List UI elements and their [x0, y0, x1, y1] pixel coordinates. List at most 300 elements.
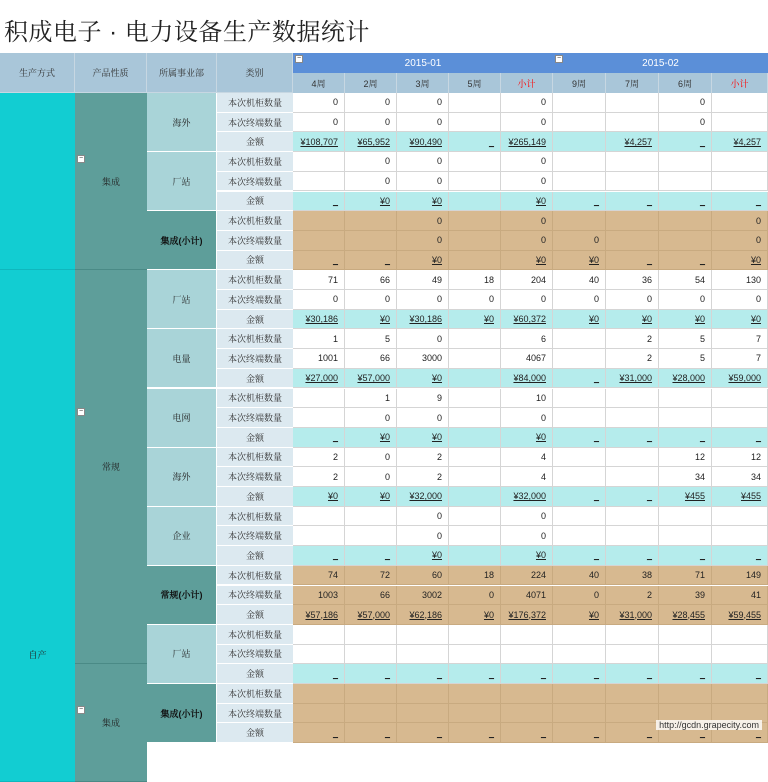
- table-cell[interactable]: [606, 251, 659, 271]
- table-cell[interactable]: [345, 625, 397, 645]
- table-cell[interactable]: [345, 645, 397, 665]
- table-cell[interactable]: 2: [293, 448, 345, 468]
- table-cell[interactable]: [712, 487, 768, 507]
- table-cell[interactable]: [501, 132, 553, 152]
- table-cell[interactable]: [449, 192, 501, 212]
- amount-link[interactable]: ¥0: [432, 196, 442, 206]
- amount-link[interactable]: ¥0: [536, 432, 546, 442]
- table-cell[interactable]: [293, 664, 345, 684]
- table-cell[interactable]: [712, 605, 768, 625]
- table-cell[interactable]: [449, 664, 501, 684]
- table-cell[interactable]: [659, 546, 712, 566]
- table-cell[interactable]: [659, 369, 712, 389]
- table-cell[interactable]: [501, 723, 553, 743]
- table-cell[interactable]: [553, 684, 606, 704]
- amount-link[interactable]: _: [700, 550, 705, 560]
- table-cell[interactable]: [606, 231, 659, 251]
- amount-link[interactable]: ¥28,455: [672, 610, 705, 620]
- amount-link[interactable]: ¥0: [484, 610, 494, 620]
- amount-link[interactable]: ¥0: [432, 373, 442, 383]
- table-cell[interactable]: 0: [397, 113, 449, 133]
- table-cell[interactable]: 0: [501, 172, 553, 192]
- table-cell[interactable]: [345, 369, 397, 389]
- table-cell[interactable]: [345, 526, 397, 546]
- table-cell[interactable]: [501, 428, 553, 448]
- table-cell[interactable]: [501, 251, 553, 271]
- table-cell[interactable]: 6: [501, 329, 553, 349]
- table-cell[interactable]: 12: [659, 448, 712, 468]
- table-cell[interactable]: [501, 546, 553, 566]
- table-cell[interactable]: [606, 684, 659, 704]
- amount-link[interactable]: ¥57,186: [305, 610, 338, 620]
- amount-link[interactable]: ¥0: [642, 314, 652, 324]
- week-header[interactable]: 2周: [345, 73, 397, 93]
- table-cell[interactable]: 36: [606, 270, 659, 290]
- table-cell[interactable]: 3000: [397, 349, 449, 369]
- table-cell[interactable]: [659, 132, 712, 152]
- amount-link[interactable]: ¥265,149: [508, 137, 546, 147]
- table-cell[interactable]: [345, 684, 397, 704]
- amount-link[interactable]: ¥62,186: [409, 610, 442, 620]
- table-cell[interactable]: [449, 684, 501, 704]
- table-cell[interactable]: [449, 113, 501, 133]
- table-cell[interactable]: [712, 369, 768, 389]
- amount-link[interactable]: ¥0: [536, 550, 546, 560]
- amount-link[interactable]: ¥30,186: [409, 314, 442, 324]
- table-cell[interactable]: [553, 93, 606, 113]
- table-cell[interactable]: 0: [449, 586, 501, 606]
- table-cell[interactable]: [449, 625, 501, 645]
- table-cell[interactable]: [449, 231, 501, 251]
- table-cell[interactable]: [345, 192, 397, 212]
- amount-link[interactable]: ¥59,000: [728, 373, 761, 383]
- table-cell[interactable]: [606, 507, 659, 527]
- table-cell[interactable]: [397, 625, 449, 645]
- amount-link[interactable]: ¥455: [685, 491, 705, 501]
- table-cell[interactable]: 1: [293, 329, 345, 349]
- amount-link[interactable]: ¥108,707: [300, 137, 338, 147]
- table-cell[interactable]: [553, 113, 606, 133]
- month-header[interactable]: 2015-01: [293, 53, 553, 73]
- table-cell[interactable]: [606, 526, 659, 546]
- amount-link[interactable]: _: [437, 669, 442, 679]
- amount-link[interactable]: _: [647, 196, 652, 206]
- amount-link[interactable]: _: [756, 669, 761, 679]
- table-cell[interactable]: [659, 507, 712, 527]
- amount-link[interactable]: _: [594, 432, 599, 442]
- table-cell[interactable]: 0: [293, 290, 345, 310]
- table-cell[interactable]: [293, 625, 345, 645]
- table-cell[interactable]: [397, 546, 449, 566]
- table-cell[interactable]: 40: [553, 566, 606, 586]
- table-cell[interactable]: [501, 704, 553, 724]
- table-cell[interactable]: [397, 132, 449, 152]
- table-cell[interactable]: [553, 645, 606, 665]
- amount-link[interactable]: _: [541, 728, 546, 738]
- amount-link[interactable]: _: [333, 432, 338, 442]
- table-cell[interactable]: [712, 526, 768, 546]
- table-cell[interactable]: [293, 704, 345, 724]
- table-cell[interactable]: 49: [397, 270, 449, 290]
- table-cell[interactable]: 0: [501, 152, 553, 172]
- table-cell[interactable]: [501, 684, 553, 704]
- table-cell[interactable]: 0: [501, 408, 553, 428]
- table-cell[interactable]: [449, 349, 501, 369]
- table-cell[interactable]: 1003: [293, 586, 345, 606]
- table-cell[interactable]: 224: [501, 566, 553, 586]
- table-cell[interactable]: [449, 448, 501, 468]
- table-cell[interactable]: [345, 723, 397, 743]
- amount-link[interactable]: _: [333, 728, 338, 738]
- table-cell[interactable]: [659, 625, 712, 645]
- table-cell[interactable]: [712, 546, 768, 566]
- amount-link[interactable]: _: [647, 255, 652, 265]
- amount-link[interactable]: ¥57,000: [357, 373, 390, 383]
- amount-link[interactable]: ¥28,000: [672, 373, 705, 383]
- table-cell[interactable]: [606, 113, 659, 133]
- table-cell[interactable]: [293, 684, 345, 704]
- table-cell[interactable]: 5: [345, 329, 397, 349]
- amount-link[interactable]: ¥31,000: [619, 373, 652, 383]
- table-cell[interactable]: 0: [659, 93, 712, 113]
- table-cell[interactable]: [606, 487, 659, 507]
- table-cell[interactable]: [293, 408, 345, 428]
- amount-link[interactable]: _: [489, 669, 494, 679]
- table-cell[interactable]: [606, 132, 659, 152]
- table-cell[interactable]: [449, 467, 501, 487]
- amount-link[interactable]: ¥31,000: [619, 610, 652, 620]
- amount-link[interactable]: ¥27,000: [305, 373, 338, 383]
- table-cell[interactable]: [293, 152, 345, 172]
- table-cell[interactable]: 0: [397, 526, 449, 546]
- amount-link[interactable]: _: [594, 373, 599, 383]
- table-cell[interactable]: [449, 704, 501, 724]
- table-cell[interactable]: [449, 645, 501, 665]
- table-cell[interactable]: [553, 369, 606, 389]
- table-cell[interactable]: [553, 211, 606, 231]
- table-cell[interactable]: [606, 93, 659, 113]
- amount-link[interactable]: _: [700, 137, 705, 147]
- amount-link[interactable]: _: [647, 432, 652, 442]
- table-cell[interactable]: [553, 349, 606, 369]
- table-cell[interactable]: [449, 172, 501, 192]
- table-cell[interactable]: 41: [712, 586, 768, 606]
- table-cell[interactable]: [606, 172, 659, 192]
- table-cell[interactable]: [553, 132, 606, 152]
- amount-link[interactable]: ¥0: [380, 314, 390, 324]
- table-cell[interactable]: [712, 625, 768, 645]
- table-cell[interactable]: 54: [659, 270, 712, 290]
- amount-link[interactable]: ¥0: [589, 610, 599, 620]
- amount-link[interactable]: _: [700, 432, 705, 442]
- table-cell[interactable]: [449, 329, 501, 349]
- amount-link[interactable]: ¥0: [432, 432, 442, 442]
- table-cell[interactable]: 9: [397, 389, 449, 409]
- table-cell[interactable]: 0: [397, 290, 449, 310]
- table-cell[interactable]: 0: [659, 113, 712, 133]
- week-header[interactable]: 小计: [501, 73, 553, 93]
- table-cell[interactable]: 1: [345, 389, 397, 409]
- table-cell[interactable]: [606, 664, 659, 684]
- table-cell[interactable]: [553, 448, 606, 468]
- table-cell[interactable]: [293, 389, 345, 409]
- table-cell[interactable]: [553, 428, 606, 448]
- amount-link[interactable]: _: [594, 728, 599, 738]
- table-cell[interactable]: [553, 625, 606, 645]
- table-cell[interactable]: 0: [712, 211, 768, 231]
- amount-link[interactable]: ¥176,372: [508, 610, 546, 620]
- table-cell[interactable]: [345, 546, 397, 566]
- table-cell[interactable]: [553, 408, 606, 428]
- table-cell[interactable]: 204: [501, 270, 553, 290]
- table-cell[interactable]: [449, 428, 501, 448]
- table-cell[interactable]: 2: [397, 448, 449, 468]
- table-cell[interactable]: [449, 408, 501, 428]
- table-cell[interactable]: [501, 664, 553, 684]
- table-cell[interactable]: [449, 389, 501, 409]
- table-cell[interactable]: 7: [712, 349, 768, 369]
- table-cell[interactable]: [659, 526, 712, 546]
- table-cell[interactable]: [293, 605, 345, 625]
- table-cell[interactable]: 71: [659, 566, 712, 586]
- table-cell[interactable]: 4: [501, 467, 553, 487]
- table-cell[interactable]: [449, 526, 501, 546]
- table-cell[interactable]: [293, 132, 345, 152]
- amount-link[interactable]: ¥0: [751, 314, 761, 324]
- amount-link[interactable]: ¥60,372: [513, 314, 546, 324]
- amount-link[interactable]: _: [489, 137, 494, 147]
- table-cell[interactable]: [659, 231, 712, 251]
- table-cell[interactable]: [501, 310, 553, 330]
- table-cell[interactable]: 0: [501, 211, 553, 231]
- amount-link[interactable]: _: [594, 196, 599, 206]
- table-cell[interactable]: [397, 192, 449, 212]
- table-cell[interactable]: 0: [553, 231, 606, 251]
- table-cell[interactable]: [659, 310, 712, 330]
- table-cell[interactable]: 0: [501, 526, 553, 546]
- table-cell[interactable]: 0: [345, 113, 397, 133]
- table-cell[interactable]: [606, 467, 659, 487]
- table-cell[interactable]: [293, 645, 345, 665]
- table-cell[interactable]: [606, 605, 659, 625]
- table-cell[interactable]: 5: [659, 349, 712, 369]
- table-cell[interactable]: 4067: [501, 349, 553, 369]
- table-cell[interactable]: [501, 487, 553, 507]
- table-cell[interactable]: [659, 152, 712, 172]
- table-cell[interactable]: 5: [659, 329, 712, 349]
- amount-link[interactable]: ¥0: [536, 255, 546, 265]
- table-cell[interactable]: 0: [712, 290, 768, 310]
- amount-link[interactable]: ¥0: [380, 432, 390, 442]
- table-cell[interactable]: [659, 172, 712, 192]
- table-cell[interactable]: [712, 428, 768, 448]
- amount-link[interactable]: ¥0: [380, 491, 390, 501]
- table-cell[interactable]: 2: [606, 349, 659, 369]
- table-cell[interactable]: [293, 192, 345, 212]
- table-cell[interactable]: [449, 723, 501, 743]
- table-cell[interactable]: [449, 93, 501, 113]
- amount-link[interactable]: ¥0: [328, 491, 338, 501]
- amount-link[interactable]: _: [647, 669, 652, 679]
- amount-link[interactable]: _: [333, 669, 338, 679]
- table-cell[interactable]: 18: [449, 566, 501, 586]
- amount-link[interactable]: _: [700, 255, 705, 265]
- table-cell[interactable]: [659, 211, 712, 231]
- table-cell[interactable]: 0: [501, 290, 553, 310]
- table-cell[interactable]: 10: [501, 389, 553, 409]
- table-cell[interactable]: [606, 645, 659, 665]
- table-cell[interactable]: 71: [293, 270, 345, 290]
- table-cell[interactable]: [449, 507, 501, 527]
- header-col1[interactable]: 生产方式: [0, 53, 75, 93]
- table-cell[interactable]: [293, 487, 345, 507]
- table-cell[interactable]: 1001: [293, 349, 345, 369]
- table-cell[interactable]: [345, 231, 397, 251]
- collapse-toggle[interactable]: −: [77, 155, 85, 163]
- table-cell[interactable]: [659, 192, 712, 212]
- table-cell[interactable]: [659, 645, 712, 665]
- amount-link[interactable]: _: [437, 728, 442, 738]
- table-cell[interactable]: [712, 664, 768, 684]
- table-cell[interactable]: 0: [397, 93, 449, 113]
- table-cell[interactable]: [345, 211, 397, 231]
- table-cell[interactable]: [345, 704, 397, 724]
- week-header[interactable]: 3周: [397, 73, 449, 93]
- table-cell[interactable]: [712, 113, 768, 133]
- amount-link[interactable]: _: [647, 728, 652, 738]
- table-cell[interactable]: [501, 645, 553, 665]
- amount-link[interactable]: _: [333, 196, 338, 206]
- table-cell[interactable]: 60: [397, 566, 449, 586]
- week-header[interactable]: 4周: [293, 73, 345, 93]
- table-cell[interactable]: 0: [345, 467, 397, 487]
- amount-link[interactable]: _: [594, 491, 599, 501]
- table-cell[interactable]: 7: [712, 329, 768, 349]
- table-cell[interactable]: [293, 507, 345, 527]
- week-header[interactable]: 小计: [712, 73, 768, 93]
- table-cell[interactable]: 0: [345, 290, 397, 310]
- collapse-toggle[interactable]: −: [77, 706, 85, 714]
- amount-link[interactable]: _: [647, 491, 652, 501]
- table-cell[interactable]: [501, 192, 553, 212]
- table-cell[interactable]: 0: [501, 231, 553, 251]
- table-cell[interactable]: 66: [345, 586, 397, 606]
- table-cell[interactable]: 40: [553, 270, 606, 290]
- table-cell[interactable]: 0: [345, 172, 397, 192]
- table-cell[interactable]: [293, 231, 345, 251]
- amount-link[interactable]: _: [385, 728, 390, 738]
- table-cell[interactable]: [659, 487, 712, 507]
- table-cell[interactable]: 0: [397, 172, 449, 192]
- table-cell[interactable]: 0: [345, 152, 397, 172]
- table-cell[interactable]: [712, 645, 768, 665]
- table-cell[interactable]: 66: [345, 349, 397, 369]
- amount-link[interactable]: _: [385, 255, 390, 265]
- table-cell[interactable]: 0: [449, 290, 501, 310]
- table-cell[interactable]: [712, 251, 768, 271]
- table-cell[interactable]: [712, 408, 768, 428]
- table-cell[interactable]: [397, 684, 449, 704]
- table-cell[interactable]: 12: [712, 448, 768, 468]
- table-cell[interactable]: 0: [501, 113, 553, 133]
- table-cell[interactable]: 38: [606, 566, 659, 586]
- amount-link[interactable]: ¥0: [751, 255, 761, 265]
- table-cell[interactable]: [449, 546, 501, 566]
- table-cell[interactable]: 0: [345, 408, 397, 428]
- table-cell[interactable]: 3002: [397, 586, 449, 606]
- amount-link[interactable]: ¥0: [589, 255, 599, 265]
- amount-link[interactable]: ¥0: [589, 314, 599, 324]
- table-cell[interactable]: [553, 723, 606, 743]
- table-cell[interactable]: [397, 487, 449, 507]
- amount-link[interactable]: ¥30,186: [305, 314, 338, 324]
- table-cell[interactable]: [659, 408, 712, 428]
- table-cell[interactable]: [449, 605, 501, 625]
- table-cell[interactable]: 2: [606, 329, 659, 349]
- amount-link[interactable]: _: [756, 728, 761, 738]
- table-cell[interactable]: 4071: [501, 586, 553, 606]
- table-cell[interactable]: 0: [606, 290, 659, 310]
- table-cell[interactable]: [345, 507, 397, 527]
- amount-link[interactable]: ¥59,455: [728, 610, 761, 620]
- table-cell[interactable]: [659, 428, 712, 448]
- table-cell[interactable]: [606, 369, 659, 389]
- table-cell[interactable]: 0: [397, 211, 449, 231]
- amount-link[interactable]: ¥0: [695, 314, 705, 324]
- table-cell[interactable]: [659, 684, 712, 704]
- table-cell[interactable]: [712, 152, 768, 172]
- table-cell[interactable]: [501, 369, 553, 389]
- amount-link[interactable]: _: [333, 255, 338, 265]
- table-cell[interactable]: [712, 684, 768, 704]
- table-cell[interactable]: [345, 310, 397, 330]
- table-cell[interactable]: [606, 448, 659, 468]
- table-cell[interactable]: 2: [606, 586, 659, 606]
- amount-link[interactable]: _: [756, 432, 761, 442]
- table-cell[interactable]: 0: [345, 448, 397, 468]
- amount-link[interactable]: ¥0: [484, 314, 494, 324]
- table-cell[interactable]: 0: [553, 290, 606, 310]
- table-cell[interactable]: [553, 507, 606, 527]
- table-cell[interactable]: 0: [397, 408, 449, 428]
- amount-link[interactable]: ¥90,490: [409, 137, 442, 147]
- table-cell[interactable]: [293, 211, 345, 231]
- table-cell[interactable]: [553, 546, 606, 566]
- table-cell[interactable]: [553, 389, 606, 409]
- table-cell[interactable]: [397, 704, 449, 724]
- table-cell[interactable]: 0: [397, 507, 449, 527]
- table-cell[interactable]: [659, 664, 712, 684]
- table-cell[interactable]: [501, 605, 553, 625]
- table-cell[interactable]: [397, 723, 449, 743]
- table-cell[interactable]: [553, 664, 606, 684]
- table-cell[interactable]: [293, 369, 345, 389]
- table-cell[interactable]: [449, 132, 501, 152]
- table-cell[interactable]: [606, 310, 659, 330]
- table-cell[interactable]: [293, 526, 345, 546]
- table-cell[interactable]: [712, 507, 768, 527]
- table-cell[interactable]: 149: [712, 566, 768, 586]
- amount-link[interactable]: ¥4,257: [733, 137, 761, 147]
- table-cell[interactable]: [397, 645, 449, 665]
- table-cell[interactable]: [712, 172, 768, 192]
- table-cell[interactable]: [293, 546, 345, 566]
- header-col3[interactable]: 所属事业部: [147, 53, 217, 93]
- table-cell[interactable]: [553, 329, 606, 349]
- table-cell[interactable]: [397, 605, 449, 625]
- table-cell[interactable]: 0: [712, 231, 768, 251]
- amount-link[interactable]: ¥4,257: [624, 137, 652, 147]
